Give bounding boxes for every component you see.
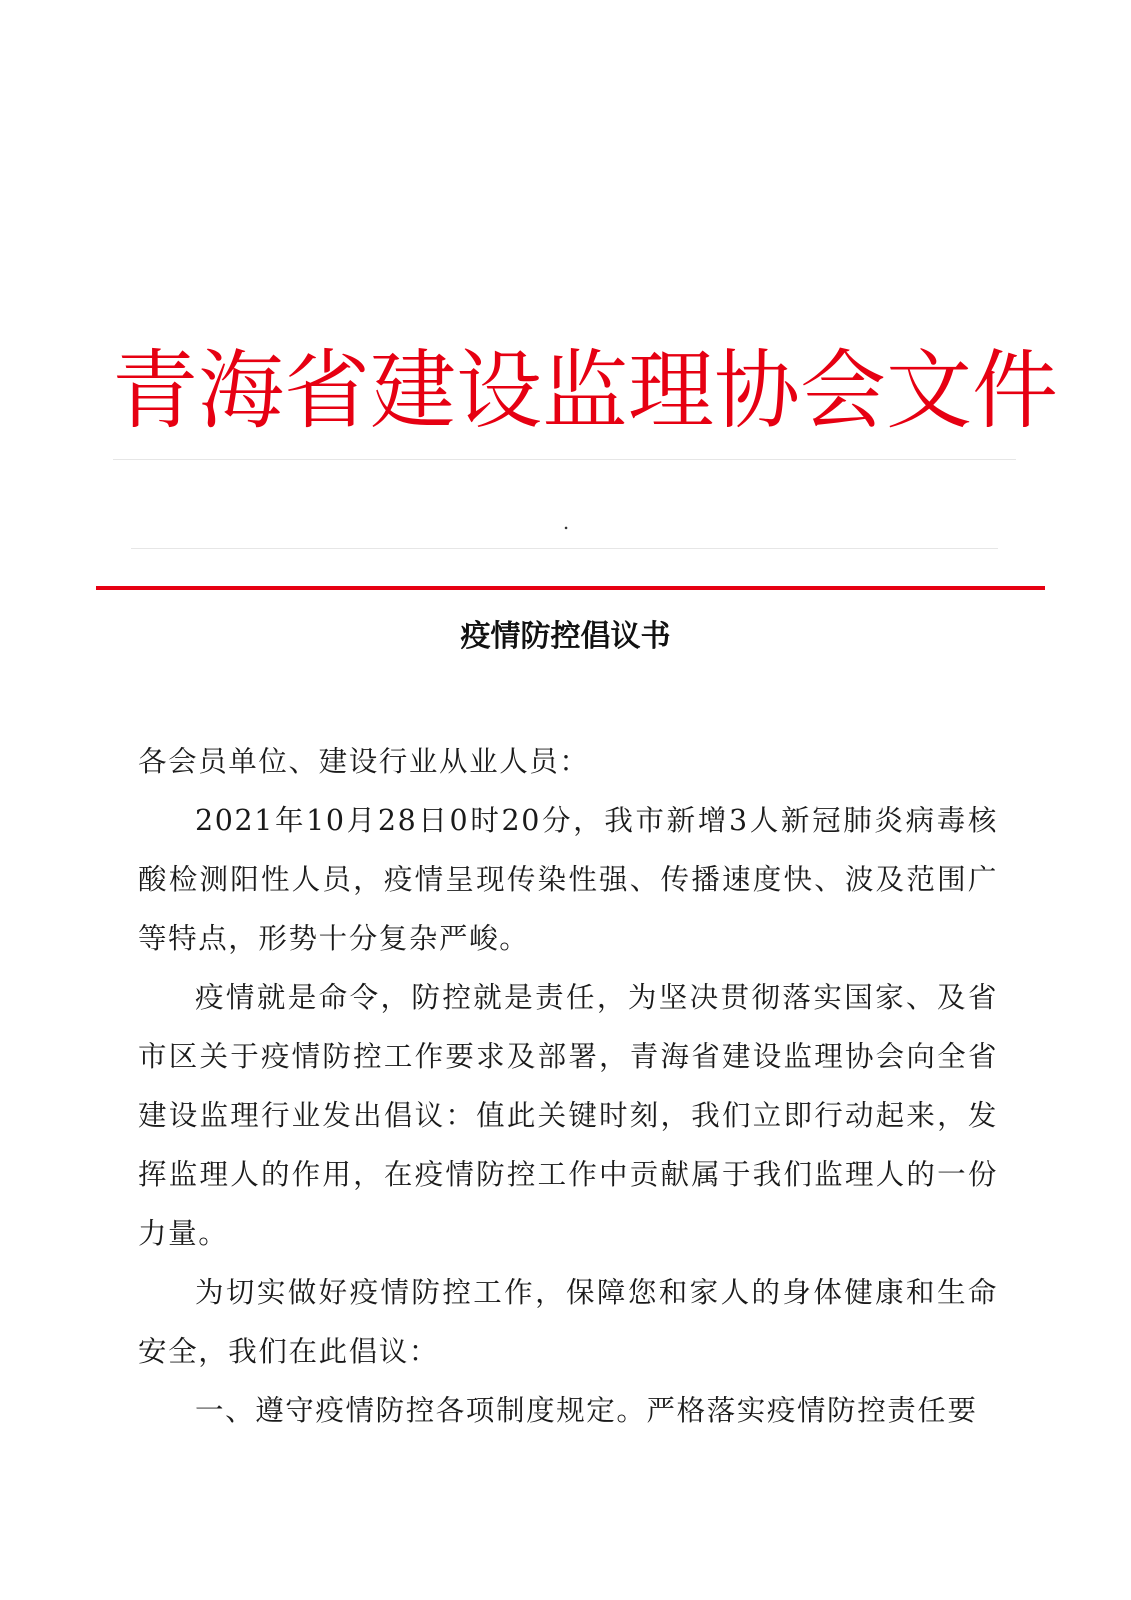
body-paragraph-3: 为切实做好疫情防控工作，保障您和家人的身体健康和生命安全，我们在此倡议： [138, 1276, 998, 1368]
masthead-title: 青海省建设监理协会文件 [112, 341, 1058, 441]
masthead-divider-top [113, 459, 1016, 460]
body-paragraph-1: 2021年10月28日0时20分，我市新增3人新冠肺炎病毒核酸检测阳性人员，疫情呈现传染性强、传播速度快、波及范围广等特点，形势十分复杂严峻。 [138, 804, 998, 955]
salutation: 各会员单位、建设行业从业人员： [138, 745, 590, 778]
masthead-divider-bottom [131, 548, 998, 549]
document-title: 疫情防控倡议书 [460, 619, 671, 654]
red-separator-rule [96, 586, 1045, 590]
document-body [138, 732, 998, 1440]
document-number: . [562, 510, 570, 534]
body-paragraph-4: 一、遵守疫情防控各项制度规定。严格落实疫情防控责任要 [195, 1394, 978, 1427]
body-paragraph-2: 疫情就是命令，防控就是责任，为坚决贯彻落实国家、及省市区关于疫情防控工作要求及部署，青海省建设监理协会向全省建设监理行业发出倡议：值此关键时刻，我们立即行动起来，发挥监理人的作用，在疫情防控工作中贡献属于我们监理人的一份力量。 [138, 981, 998, 1250]
